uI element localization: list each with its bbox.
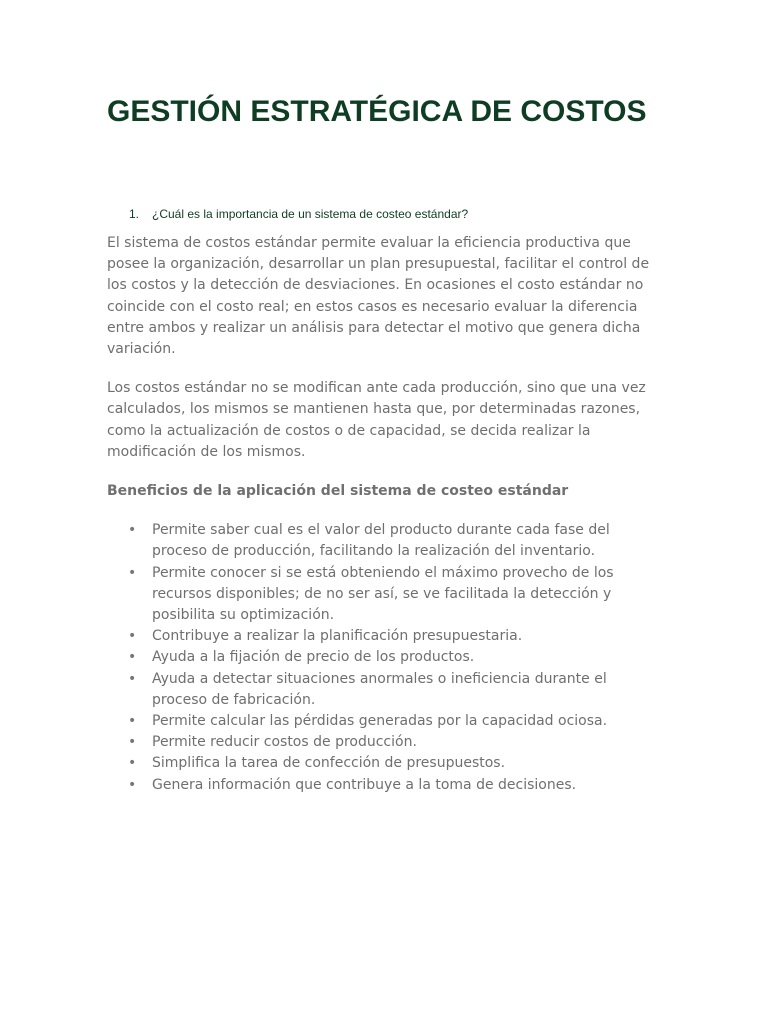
bullet-icon: • xyxy=(128,649,137,666)
benefit-item xyxy=(107,775,627,796)
benefit-text: Simplifica la tarea de confección de presupuestos. xyxy=(152,755,506,772)
bullet-icon: • xyxy=(128,734,137,751)
benefit-item xyxy=(107,753,627,774)
bullet-icon: • xyxy=(128,628,137,645)
document-title: GESTIÓN ESTRATÉGICA DE COSTOS xyxy=(107,95,647,128)
bullet-icon: • xyxy=(128,713,137,730)
benefits-heading: Beneficios de la aplicación del sistema de costeo estándar xyxy=(107,483,569,500)
benefit-text: Ayuda a la fijación de precio de los productos. xyxy=(152,649,475,666)
question-number: 1. xyxy=(129,207,140,221)
paragraph-standard-costs: Los costos estándar no se modifican ante cada producción, sino que una vez calculados, los mismos se mantienen hasta que, por determinadas razones, como la actualización de costos o de capacidad, se decida realizar la modificación de los mismos. xyxy=(107,380,646,460)
question-text: ¿Cuál es la importancia de un sistema de costeo estándar? xyxy=(152,207,469,221)
benefit-text: Permite conocer si se está obteniendo el máximo provecho de los recursos disponibles; de no ser así, se ve facilitada la detección y posibilita su optimización. xyxy=(152,564,614,624)
benefit-text: Permite reducir costos de producción. xyxy=(152,734,417,751)
bullet-icon: • xyxy=(128,564,137,581)
question-list xyxy=(107,204,667,224)
benefit-item xyxy=(107,647,627,668)
bullet-icon: • xyxy=(128,522,137,539)
benefit-item xyxy=(107,626,627,647)
benefit-item xyxy=(107,669,627,711)
paragraph-importance: El sistema de costos estándar permite evaluar la eficiencia productiva que posee la organización, desarrollar un plan presupuestal, facilitar el control de los costos y la detección de desviaciones. En ocasiones el costo estándar no coincide con el costo real; en estos casos es necesario evaluar la diferencia entre ambos y realizar un análisis para detectar el motivo que genera dicha variación. xyxy=(107,235,650,358)
bullet-icon: • xyxy=(128,670,137,687)
question-item xyxy=(107,204,667,224)
document-body xyxy=(107,233,667,796)
benefits-list xyxy=(107,520,667,796)
bullet-icon: • xyxy=(128,776,137,793)
benefit-text: Permite calcular las pérdidas generadas por la capacidad ociosa. xyxy=(152,713,608,730)
benefit-item xyxy=(107,520,627,562)
benefit-text: Contribuye a realizar la planificación presupuestaria. xyxy=(152,628,523,645)
benefit-text: Permite saber cual es el valor del producto durante cada fase del proceso de producción, facilitando la realización del inventario. xyxy=(152,522,610,560)
benefit-text: Ayuda a detectar situaciones anormales o ineficiencia durante el proceso de fabricación. xyxy=(152,670,607,708)
benefit-item xyxy=(107,732,627,753)
benefit-text: Genera información que contribuye a la toma de decisiones. xyxy=(152,776,577,793)
benefit-item xyxy=(107,711,627,732)
bullet-icon: • xyxy=(128,755,137,772)
benefit-item xyxy=(107,563,627,627)
